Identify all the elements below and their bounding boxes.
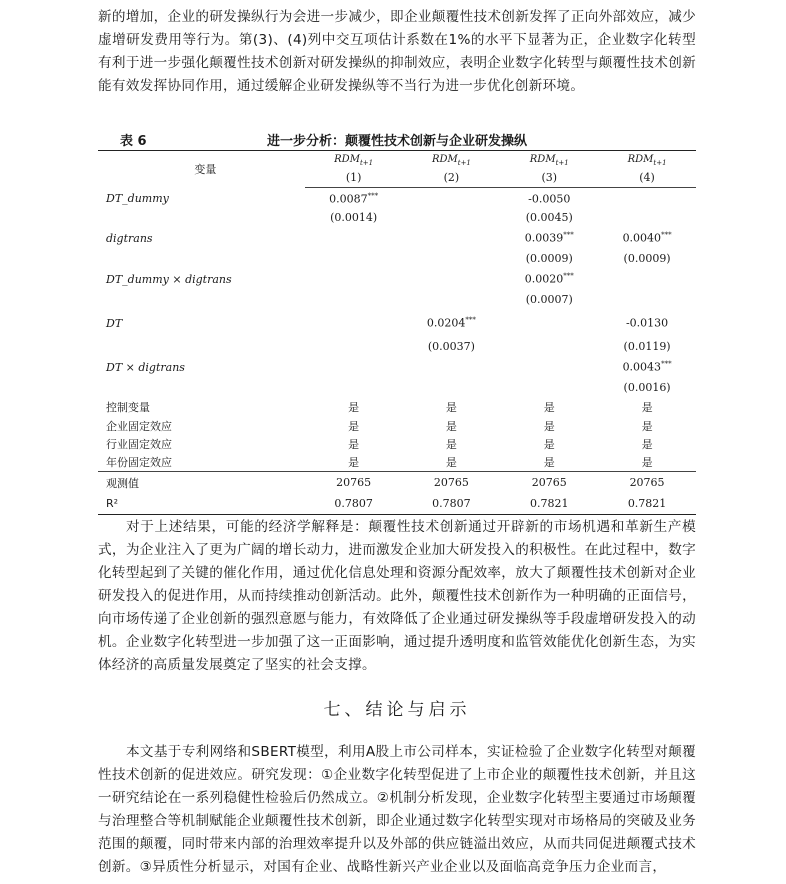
control-value: 是	[348, 420, 360, 433]
control-value: 是	[348, 438, 360, 451]
se-row	[98, 209, 696, 226]
control-row	[98, 453, 696, 472]
variable-name: DT_dummy × digtrans	[106, 272, 232, 286]
control-value: 是	[641, 438, 653, 451]
dep-var-header: $RDM_{t+1}$	[305, 151, 403, 169]
se-row	[98, 291, 696, 308]
control-name: 控制变量	[106, 400, 150, 414]
stat-value: 20765	[531, 476, 567, 489]
stat-row	[98, 472, 696, 494]
table-row	[98, 226, 696, 250]
coef-cell	[305, 267, 403, 291]
se-cell: (0.0009)	[525, 252, 573, 265]
stat-value: 20765	[336, 476, 372, 489]
control-value: 是	[500, 453, 598, 472]
se-cell	[500, 379, 598, 396]
table-label: 表 6	[120, 134, 147, 149]
coef-cell	[598, 267, 696, 291]
control-name: 企业固定效应	[106, 420, 172, 433]
table-row	[98, 267, 696, 291]
coef-cell	[403, 188, 501, 210]
variable-name: digtrans	[106, 231, 153, 245]
stat-name: 观测值	[106, 476, 139, 490]
coef-cell	[305, 355, 403, 379]
variable-header: 变量	[98, 151, 305, 188]
coef-cell	[403, 267, 501, 291]
table-row	[98, 308, 696, 338]
control-value: 是	[543, 400, 555, 414]
se-cell: (0.0037)	[427, 340, 475, 353]
control-name: 年份固定效应	[98, 453, 305, 472]
variable-name: DT	[106, 316, 123, 330]
column-number: (2)	[403, 168, 501, 188]
se-cell: (0.0009)	[623, 252, 671, 265]
se-cell: (0.0016)	[623, 381, 671, 394]
coef-cell: 0.0039***	[524, 231, 574, 245]
column-number: (3)	[500, 168, 598, 188]
table-header-row	[98, 151, 696, 169]
discussion-paragraph: 对于上述结果，可能的经济学解释是：颠覆性技术创新通过开辟新的市场机遇和革新生产模式，为企业注入了更为广阔的增长动力，进而激发企业加大研发投入的积极性。在此过程中，数字化转型起到了关键的催化作用，通过优化信息处理和资源分配效率，放大了颠覆性技术创新对企业研发投入的促进作用，从而持续推动创新活动。此外，颠覆性技术创新作为一种明确的正面信号，向市场传递了企业创新的强烈意愿与能力，有效降低了企业通过研发操纵等手段虚增研发投入的动机。企业数字化转型进一步加强了这一正面影响，通过提升透明度和监管效能优化创新生态，为实体经济的高质量发展奠定了坚实的社会支撑。	[98, 519, 696, 673]
se-cell	[403, 209, 501, 226]
se-cell: (0.0014)	[330, 211, 378, 224]
coef-cell: 0.0087***	[329, 191, 379, 206]
table-title: 进一步分析：颠覆性技术创新与企业研发操纵	[266, 134, 527, 149]
coef-cell	[403, 226, 501, 250]
se-cell	[305, 291, 403, 308]
coef-cell	[500, 308, 598, 338]
dep-var-header: $RDM_{t+1}$	[403, 151, 501, 169]
stat-value: 0.7821	[598, 493, 696, 515]
control-value: 是	[641, 420, 653, 433]
se-row	[98, 250, 696, 267]
se-cell	[598, 291, 696, 308]
coef-cell: 0.0020***	[524, 272, 574, 286]
coef-cell: 0.0204***	[426, 316, 476, 330]
se-cell: (0.0007)	[525, 293, 573, 306]
coef-cell	[500, 355, 598, 379]
intro-paragraph: 新的增加，企业的研发操纵行为会进一步减少，即企业颠覆性技术创新发挥了正向外部效应，减少虚增研发费用等行为。第(3)、(4)列中交互项估计系数在1%的水平下显著为正，企业数字化转型有利于进一步强化颠覆性技术创新对研发操纵的抑制效应，表明企业数字化转型与颠覆性技术创新能有效发挥协同作用，通过缓解企业研发操纵等不当行为进一步优化创新环境。	[98, 9, 696, 94]
stat-value: 20765	[629, 476, 665, 489]
table-row	[98, 188, 696, 210]
stat-row	[98, 493, 696, 515]
variable-name: DT_dummy	[106, 191, 169, 205]
control-value: 是	[348, 400, 360, 414]
stat-value: 0.7807	[305, 493, 403, 515]
coef-cell: 0.0043***	[622, 360, 672, 374]
se-cell	[500, 338, 598, 355]
se-cell	[598, 209, 696, 226]
control-value: 是	[445, 438, 457, 451]
se-cell	[403, 250, 501, 267]
control-value: 是	[598, 453, 696, 472]
coef-cell	[403, 355, 501, 379]
variable-name: DT × digtrans	[106, 360, 185, 374]
column-number: (4)	[598, 168, 696, 188]
dep-var-header: $RDM_{t+1}$	[598, 151, 696, 169]
control-value: 是	[543, 420, 555, 433]
se-row	[98, 338, 696, 355]
se-cell	[403, 291, 501, 308]
control-row	[98, 396, 696, 417]
control-row	[98, 417, 696, 435]
coef-cell: 0.0040***	[622, 231, 672, 245]
se-cell	[305, 250, 403, 267]
table-caption	[98, 130, 696, 150]
section-heading: 七、结论与启示	[323, 700, 471, 720]
column-number: (1)	[305, 168, 403, 188]
stat-value: 0.7821	[500, 493, 598, 515]
control-value: 是	[445, 420, 457, 433]
se-cell	[305, 379, 403, 396]
control-value: 是	[445, 400, 457, 414]
coef-cell	[305, 226, 403, 250]
control-row	[98, 435, 696, 453]
table-row	[98, 355, 696, 379]
control-value: 是	[641, 400, 653, 414]
control-value: 是	[403, 453, 501, 472]
conclusion-paragraph: 本文基于专利网络和SBERT模型，利用A股上市公司样本，实证检验了企业数字化转型对颠覆性技术创新的促进效应。研究发现：①企业数字化转型促进了上市企业的颠覆性技术创新，并且这一研究结论在一系列稳健性检验后仍然成立。②机制分析发现，企业数字化转型主要通过市场颠覆与治理整合等机制赋能企业颠覆性技术创新，即企业通过数字化转型实现对市场格局的突破及业务范围的颠覆，同时带来内部的治理效率提升以及外部的供应链溢出效应，从而共同促进颠覆式技术创新。③异质性分析显示，对国有企业、战略性新兴产业企业以及面临高竞争压力企业而言，	[98, 744, 696, 875]
se-cell: (0.0119)	[623, 340, 671, 353]
stat-value: 20765	[433, 476, 469, 489]
coef-cell	[305, 308, 403, 338]
control-name: 行业固定效应	[106, 438, 172, 451]
se-cell	[403, 379, 501, 396]
se-cell: (0.0045)	[525, 211, 573, 224]
coef-cell: -0.0050	[528, 192, 571, 206]
stat-value: 0.7807	[403, 493, 501, 515]
coef-cell	[598, 188, 696, 210]
se-cell	[305, 338, 403, 355]
dep-var-header: $RDM_{t+1}$	[500, 151, 598, 169]
regression-table	[98, 150, 696, 515]
control-value: 是	[305, 453, 403, 472]
coef-cell: -0.0130	[625, 316, 669, 330]
stat-name: R²	[98, 493, 305, 515]
se-row	[98, 379, 696, 396]
control-value: 是	[543, 438, 555, 451]
